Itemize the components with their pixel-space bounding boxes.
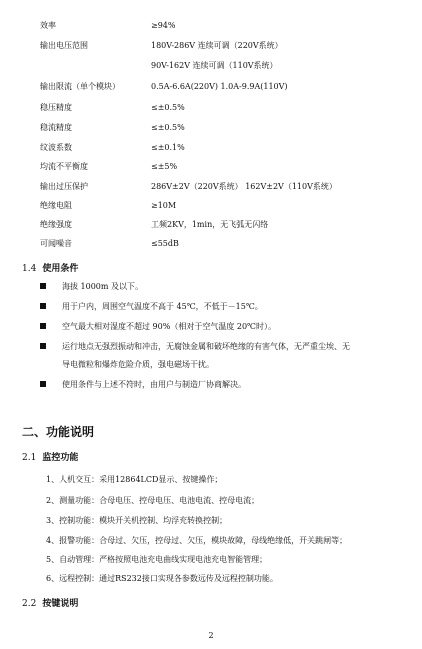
- spec-value: ≤±5%: [151, 162, 178, 171]
- condition-text: 用于户内，周围空气温度不高于 45℃，不低于－15℃。: [62, 302, 263, 311]
- spec-value: 工频2KV，1min，无飞弧无闪络: [151, 220, 269, 229]
- section-number: 2.2: [22, 599, 37, 609]
- spec-value: ≥10M: [151, 201, 177, 210]
- function-item: 3、控制功能：模块开关机控制、均浮充转换控制；: [46, 516, 228, 525]
- spec-value: ≤±0.1%: [151, 143, 185, 152]
- spec-label: 绝缘强度: [40, 220, 72, 229]
- spec-value: ≤±0.5%: [151, 103, 185, 112]
- condition-text: 海拔 1000m 及以下。: [62, 282, 144, 291]
- spec-value: ≤55dB: [151, 239, 179, 248]
- spec-value: 180V-286V 连续可调（220V系统）: [151, 41, 283, 50]
- condition-continuation: 导电微粒和爆炸危险介质，强电磁场干扰。: [62, 360, 214, 369]
- spec-label: 稳压精度: [40, 103, 72, 112]
- function-item: 6、远程控制：通过RS232接口实现各参数远传及远程控制功能。: [46, 574, 278, 583]
- bullet-square-icon: [40, 323, 46, 329]
- section-title: 按键说明: [42, 599, 79, 609]
- condition-text: 使用条件与上述不符时，由用户与制造厂协商解决。: [62, 380, 246, 389]
- spec-label: 绝缘电阻: [40, 201, 72, 210]
- function-item: 4、报警功能：合母过、欠压，控母过、欠压，模块故障，母线绝缘低，开关跳闸等；: [46, 536, 348, 545]
- section-number: 1.4: [22, 264, 37, 274]
- bullet-square-icon: [40, 343, 46, 349]
- spec-value: 0.5A-6.6A(220V) 1.0A-9.9A(110V): [151, 82, 288, 91]
- section-number: 2.1: [22, 453, 37, 463]
- spec-value: 286V±2V（220V系统） 162V±2V（110V系统）: [151, 182, 337, 191]
- spec-label: 输出限流（单个模块）: [40, 82, 120, 91]
- spec-label: 效率: [40, 21, 56, 30]
- condition-text: 空气最大相对湿度不超过 90%（相对于空气温度 20℃时）。: [62, 322, 276, 331]
- bullet-square-icon: [40, 381, 46, 387]
- chapter-heading: 二、功能说明: [22, 425, 95, 439]
- spec-label: 纹波系数: [40, 143, 72, 152]
- function-item: 2、测量功能：合母电压、控母电压、电池电流、控母电流；: [46, 496, 260, 505]
- bullet-square-icon: [40, 303, 46, 309]
- spec-label: 输出过压保护: [40, 182, 88, 191]
- section-title: 使用条件: [42, 264, 79, 274]
- spec-label: 输出电压范围: [40, 41, 88, 50]
- condition-text: 运行地点无强烈振动和冲击，无腐蚀金属和破坏绝缘的有害气体，无严重尘埃、无: [62, 342, 350, 351]
- function-item: 1、人机交互：采用12864LCD显示、按键操作；: [46, 475, 223, 484]
- spec-label: 可闻噪音: [40, 239, 72, 248]
- section-title: 监控功能: [42, 453, 79, 463]
- spec-label: 稳流精度: [40, 123, 72, 132]
- spec-label: 均流不平衡度: [40, 162, 88, 171]
- section-heading-1-4: [22, 261, 78, 274]
- bullet-square-icon: [40, 283, 46, 289]
- function-item: 5、自动管理：严格按照电池充电曲线实现电池充电智能管理；: [46, 555, 268, 564]
- spec-value: ≤±0.5%: [151, 123, 185, 132]
- spec-value: ≥94%: [151, 21, 176, 30]
- spec-value: 90V-162V 连续可调（110V系统）: [151, 61, 278, 70]
- section-heading-2-2: [22, 596, 78, 609]
- section-heading-2-1: [22, 450, 78, 463]
- page-number: 2: [208, 631, 214, 640]
